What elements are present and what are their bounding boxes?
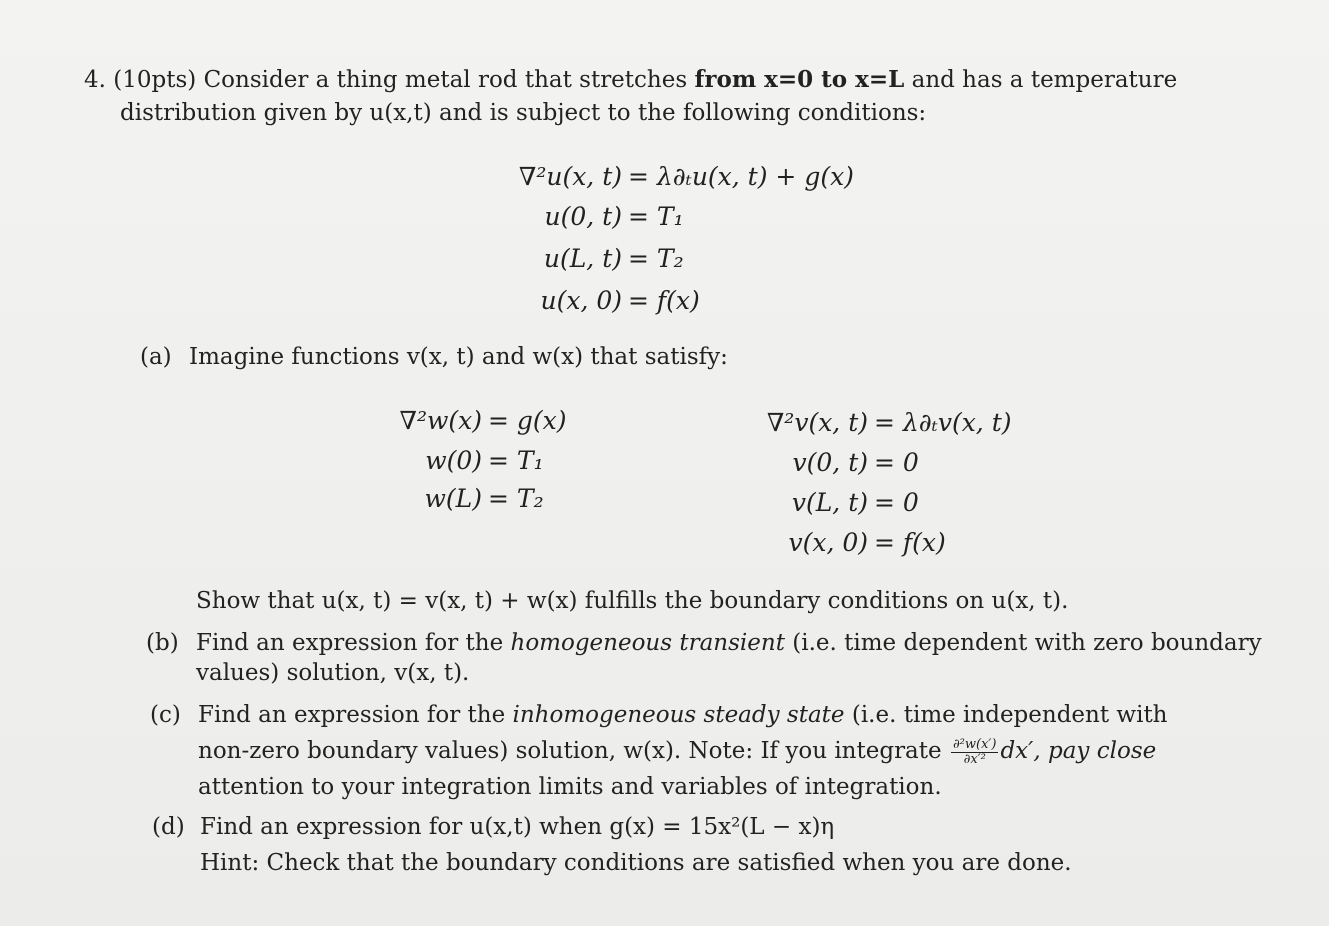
w-eq-rhs-2: = T₁ <box>488 446 544 475</box>
part-c-line3: attention to your integration limits and variables of integration. <box>198 774 942 800</box>
problem-intro-bold: from x=0 to x=L <box>694 66 905 93</box>
part-c-label: (c) <box>150 702 181 728</box>
part-b-line2: values) solution, v(x, t). <box>196 660 470 686</box>
w-eq-lhs-1: ∇²w(x) <box>399 406 482 435</box>
part-a-text: Imagine functions v(x, t) and w(x) that satisfy: <box>189 344 728 370</box>
fraction-denominator: ∂x′² <box>963 751 986 767</box>
part-b-label: (b) <box>146 630 179 656</box>
part-b-line1 <box>196 630 1262 656</box>
main-eq-lhs-4: u(x, 0) <box>540 286 622 315</box>
main-eq-lhs-2: u(0, t) <box>544 202 622 231</box>
part-b-emphasis: homogeneous transient <box>510 630 785 656</box>
integrand-fraction <box>951 738 999 766</box>
v-eq-rhs-4: = f(x) <box>874 528 946 557</box>
w-eq-rhs-1: = g(x) <box>488 406 567 435</box>
problem-intro-1: Consider a thing metal rod that stretches <box>203 67 688 93</box>
problem-header-line1 <box>84 66 1177 93</box>
main-eq-rhs-4: = f(x) <box>628 286 700 315</box>
problem-points: (10pts) <box>113 67 197 93</box>
part-d-line1: Find an expression for u(x,t) when g(x) = 15x²(L − x)η <box>200 814 835 840</box>
w-eq-lhs-2: w(0) <box>425 446 482 475</box>
main-eq-lhs-1: ∇²u(x, t) <box>518 162 622 191</box>
part-b-text-1: Find an expression for the <box>196 630 504 656</box>
main-eq-lhs-3: u(L, t) <box>543 244 622 273</box>
part-c-emphasis: inhomogeneous steady state <box>512 702 845 728</box>
part-c-text-2b: dx′, pay close <box>1000 738 1157 765</box>
main-eq-rhs-3: = T₂ <box>628 244 684 273</box>
part-a-label: (a) <box>140 344 172 370</box>
v-eq-lhs-3: v(L, t) <box>791 488 868 517</box>
w-eq-rhs-3: = T₂ <box>488 484 544 513</box>
v-eq-rhs-1: = λ∂ₜv(x, t) <box>874 408 1012 437</box>
part-c-text-2: (i.e. time independent with <box>851 702 1168 728</box>
problem-intro-line2: distribution given by u(x,t) and is subject to the following conditions: <box>120 100 927 126</box>
v-eq-rhs-2: = 0 <box>874 448 919 477</box>
part-b-text-2: (i.e. time dependent with zero boundary <box>792 630 1262 656</box>
w-eq-lhs-3: w(L) <box>424 484 482 513</box>
part-c-text-1: Find an expression for the <box>198 702 506 728</box>
part-c-text-2a: non-zero boundary values) solution, w(x). Note: If you integrate <box>198 738 942 765</box>
part-d-hint: Hint: Check that the boundary conditions are satisfied when you are done. <box>200 850 1072 876</box>
problem-number: 4. <box>84 67 106 93</box>
part-a-show-text: Show that u(x, t) = v(x, t) + w(x) fulfills the boundary conditions on u(x, t). <box>196 588 1069 614</box>
main-eq-rhs-1: = λ∂ₜu(x, t) + g(x) <box>628 162 854 191</box>
main-eq-rhs-2: = T₁ <box>628 202 684 231</box>
problem-intro-2: and has a temperature <box>911 67 1178 93</box>
v-eq-lhs-4: v(x, 0) <box>788 528 868 557</box>
part-c-line1 <box>198 702 1168 728</box>
part-d-label: (d) <box>152 814 185 840</box>
fraction-numerator: ∂²w(x′) <box>952 737 997 752</box>
v-eq-rhs-3: = 0 <box>874 488 919 517</box>
part-c-line2 <box>198 738 1156 766</box>
v-eq-lhs-1: ∇²v(x, t) <box>766 408 868 437</box>
v-eq-lhs-2: v(0, t) <box>792 448 868 477</box>
